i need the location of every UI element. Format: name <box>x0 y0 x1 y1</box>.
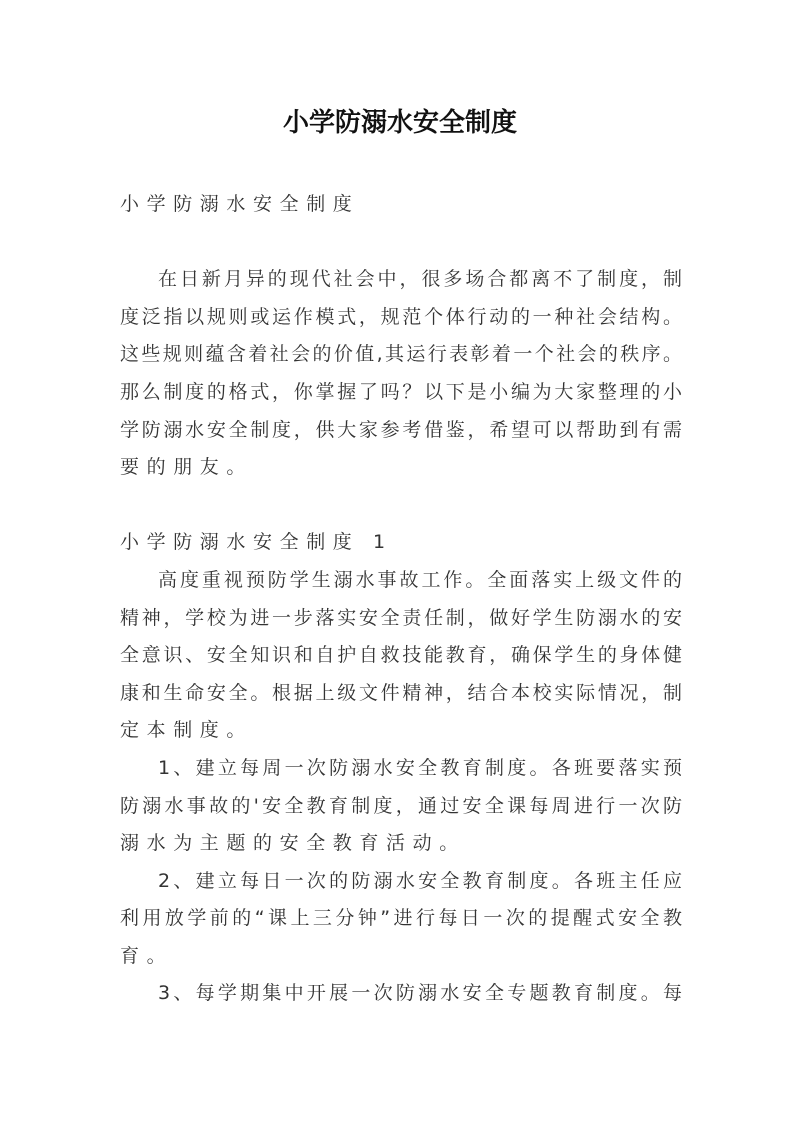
paragraph <box>120 261 682 487</box>
text-line: 2、建立每日一次的防溺水安全教育制度。各班主任应 <box>158 869 682 892</box>
text-line: 这些规则蕴含着社会的价值,其运行表彰着一个社会的秩序。 <box>120 343 682 366</box>
paragraph <box>120 863 682 976</box>
subtitle: 小学防溺水安全制度 <box>120 193 360 215</box>
document-title: 小学防溺水安全制度 <box>282 108 517 138</box>
paragraph <box>120 750 682 863</box>
text-line: 度泛指以规则或运作模式，规范个体行动的一种社会结构。 <box>120 305 682 328</box>
text-line: 利用放学前的“课上三分钟”进行每日一次的提醒式安全教 <box>120 907 682 930</box>
text-line: 定本制度。 <box>120 719 254 742</box>
text-line: 溺水为主题的安全教育活动。 <box>120 832 466 855</box>
text-line: 那么制度的格式，你掌握了吗？以下是小编为大家整理的小 <box>120 380 682 403</box>
text-line: 育。 <box>120 944 174 967</box>
document-body <box>120 186 682 1013</box>
section-paragraphs <box>120 562 682 1013</box>
text-line: 全意识、安全知识和自护自救技能教育，确保学生的身体健 <box>120 644 682 667</box>
section-heading: 小学防溺水安全制度 1 <box>120 531 393 554</box>
paragraph <box>120 562 682 750</box>
text-line: 高度重视预防学生溺水事故工作。全面落实上级文件的 <box>158 568 682 591</box>
text-line: 康和生命安全。根据上级文件精神，结合本校实际情况，制 <box>120 681 682 704</box>
paragraph <box>120 975 682 1013</box>
text-line: 在日新月异的现代社会中，很多场合都离不了制度，制 <box>158 268 682 291</box>
text-line: 精神，学校为进一步落实安全责任制，做好学生防溺水的安 <box>120 606 682 629</box>
intro-paragraph <box>120 261 682 487</box>
text-line: 学防溺水安全制度，供大家参考借鉴，希望可以帮助到有需 <box>120 418 682 441</box>
text-line: 防溺水事故的'安全教育制度，通过安全课每周进行一次防 <box>120 794 682 817</box>
text-line: 1、建立每周一次防溺水安全教育制度。各班要落实预 <box>158 756 682 779</box>
text-line: 3、每学期集中开展一次防溺水安全专题教育制度。每 <box>158 982 682 1005</box>
text-line: 要的朋友。 <box>120 456 254 479</box>
